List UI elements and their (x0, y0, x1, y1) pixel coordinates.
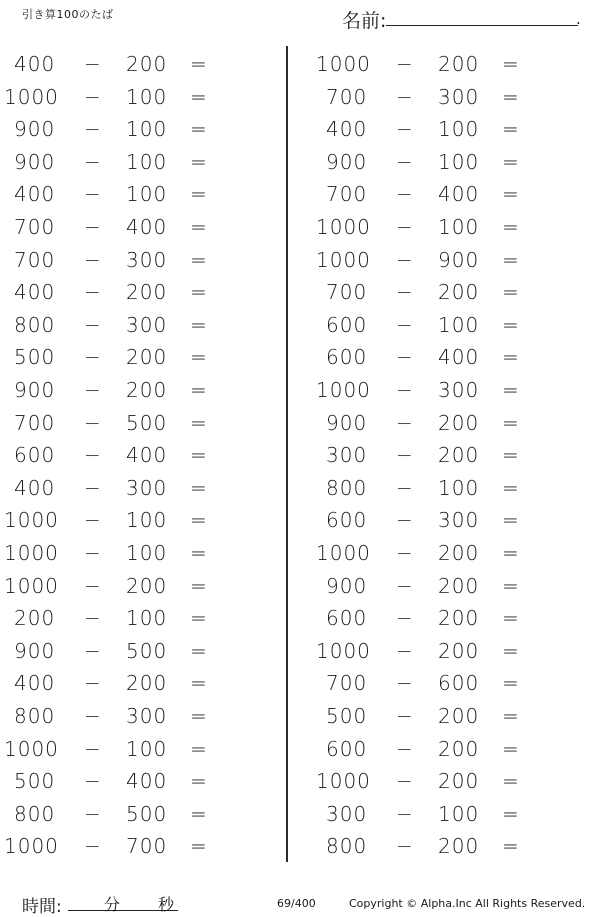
minuend: 500 (326, 704, 368, 728)
problem-row (4, 570, 250, 602)
name-field-end: . (576, 10, 581, 28)
equals-sign: = (502, 834, 520, 859)
minuend: 1000 (316, 638, 371, 663)
subtrahend: 200 (438, 834, 480, 859)
equals-sign: = (190, 149, 208, 174)
minus-sign: − (396, 149, 414, 174)
minuend: 900 (14, 638, 56, 663)
minuend: 1000 (316, 247, 371, 272)
equals-sign: = (190, 508, 208, 533)
equals-sign: = (190, 606, 208, 631)
minus-sign: − (396, 378, 414, 402)
minuend: 700 (326, 280, 368, 305)
equals-sign: = (190, 769, 208, 794)
minuend: 600 (326, 345, 368, 370)
problem-row (322, 830, 562, 862)
equals-sign: = (190, 247, 208, 272)
minus-sign: − (396, 606, 414, 631)
problem-row (10, 211, 250, 243)
minuend: 1000 (316, 769, 371, 794)
minuend: 900 (14, 378, 56, 402)
subtrahend: 300 (126, 704, 168, 728)
equals-sign: = (502, 215, 520, 239)
problem-row (4, 81, 250, 113)
seconds-label: 秒 (158, 895, 175, 914)
name-label: 名前: (342, 10, 387, 32)
minuend: 400 (14, 182, 56, 207)
column-divider (286, 46, 288, 862)
subtrahend: 400 (438, 345, 480, 370)
minus-sign: − (396, 475, 414, 500)
subtrahend: 100 (126, 149, 168, 174)
equals-sign: = (502, 410, 520, 435)
minus-sign: − (84, 182, 102, 207)
equals-sign: = (502, 443, 520, 468)
subtrahend: 100 (438, 215, 480, 239)
problem-row (10, 48, 250, 80)
minus-sign: − (84, 312, 102, 337)
minus-sign: − (396, 52, 414, 76)
minus-sign: − (396, 280, 414, 305)
problem-row (322, 309, 562, 341)
problem-row (10, 798, 250, 830)
minus-sign: − (396, 443, 414, 468)
copyright-notice: Copyright © Alpha.Inc All Rights Reserved. (349, 897, 586, 910)
minuend: 200 (14, 606, 56, 631)
equals-sign: = (190, 671, 208, 696)
subtrahend: 200 (438, 410, 480, 435)
minus-sign: − (84, 704, 102, 728)
equals-sign: = (502, 345, 520, 370)
minus-sign: − (396, 117, 414, 142)
minuend: 300 (326, 443, 368, 468)
equals-sign: = (502, 247, 520, 272)
subtrahend: 200 (438, 638, 480, 663)
minuend: 900 (14, 117, 56, 142)
subtrahend: 200 (438, 606, 480, 631)
minus-sign: − (84, 671, 102, 696)
subtrahend: 200 (438, 704, 480, 728)
problem-row (322, 146, 562, 178)
problem-row (10, 635, 250, 667)
minuend: 900 (326, 410, 368, 435)
subtrahend: 300 (438, 508, 480, 533)
subtrahend: 200 (438, 573, 480, 598)
minuend: 400 (14, 52, 56, 76)
equals-sign: = (502, 541, 520, 565)
minus-sign: − (396, 410, 414, 435)
equals-sign: = (190, 704, 208, 728)
minus-sign: − (84, 345, 102, 370)
minuend: 1000 (4, 84, 59, 109)
equals-sign: = (190, 182, 208, 207)
equals-sign: = (190, 573, 208, 598)
subtrahend: 200 (438, 280, 480, 305)
subtrahend: 200 (126, 52, 168, 76)
subtrahend: 900 (438, 247, 480, 272)
minus-sign: − (84, 280, 102, 305)
equals-sign: = (502, 312, 520, 337)
subtrahend: 200 (126, 345, 168, 370)
problem-row (316, 537, 562, 569)
minuend: 800 (14, 801, 56, 826)
subtrahend: 100 (438, 801, 480, 826)
minuend: 700 (326, 671, 368, 696)
problem-row (316, 374, 562, 406)
problem-row (322, 472, 562, 504)
subtrahend: 100 (126, 117, 168, 142)
problem-row (10, 178, 250, 210)
minus-sign: − (84, 508, 102, 533)
minus-sign: − (396, 247, 414, 272)
minus-sign: − (396, 345, 414, 370)
problem-row (322, 602, 562, 634)
problem-row (316, 635, 562, 667)
equals-sign: = (502, 149, 520, 174)
subtrahend: 200 (438, 769, 480, 794)
equals-sign: = (502, 182, 520, 207)
minus-sign: − (396, 801, 414, 826)
minuend: 400 (14, 475, 56, 500)
subtrahend: 200 (438, 443, 480, 468)
problem-row (10, 146, 250, 178)
minus-sign: − (396, 638, 414, 663)
equals-sign: = (502, 769, 520, 794)
minuend: 1000 (4, 736, 59, 761)
minuend: 400 (14, 671, 56, 696)
minuend: 500 (14, 345, 56, 370)
minuend: 700 (14, 215, 56, 239)
minuend: 600 (14, 443, 56, 468)
problem-row (10, 309, 250, 341)
minuend: 900 (326, 149, 368, 174)
equals-sign: = (502, 736, 520, 761)
minuend: 600 (326, 606, 368, 631)
problem-row (322, 407, 562, 439)
subtrahend: 100 (438, 475, 480, 500)
minuend: 700 (326, 84, 368, 109)
problem-row (322, 570, 562, 602)
minus-sign: − (396, 573, 414, 598)
minuend: 400 (14, 280, 56, 305)
equals-sign: = (502, 801, 520, 826)
subtrahend: 200 (126, 671, 168, 696)
problem-row (322, 798, 562, 830)
minuend: 600 (326, 508, 368, 533)
problem-row (316, 48, 562, 80)
minus-sign: − (84, 215, 102, 239)
problem-row (322, 113, 562, 145)
equals-sign: = (190, 541, 208, 565)
minus-sign: − (396, 671, 414, 696)
problem-row (322, 667, 562, 699)
minus-sign: − (84, 573, 102, 598)
minuend: 400 (326, 117, 368, 142)
problem-row (4, 504, 250, 536)
subtrahend: 200 (438, 52, 480, 76)
problem-row (10, 374, 250, 406)
minus-sign: − (84, 247, 102, 272)
problem-row (322, 276, 562, 308)
problem-row (10, 667, 250, 699)
equals-sign: = (502, 280, 520, 305)
minuend: 600 (326, 312, 368, 337)
minus-sign: − (396, 215, 414, 239)
equals-sign: = (190, 638, 208, 663)
subtrahend: 600 (438, 671, 480, 696)
minus-sign: − (84, 769, 102, 794)
subtrahend: 500 (126, 638, 168, 663)
problem-row (322, 81, 562, 113)
minutes-label: 分 (104, 895, 121, 914)
subtrahend: 300 (126, 312, 168, 337)
minus-sign: − (396, 834, 414, 859)
subtrahend: 100 (438, 117, 480, 142)
subtrahend: 100 (438, 149, 480, 174)
equals-sign: = (190, 215, 208, 239)
equals-sign: = (502, 84, 520, 109)
problem-row (4, 537, 250, 569)
equals-sign: = (190, 312, 208, 337)
subtrahend: 400 (438, 182, 480, 207)
problem-row (316, 765, 562, 797)
minus-sign: − (84, 606, 102, 631)
page-counter: 69/400 (277, 897, 316, 910)
minus-sign: − (84, 834, 102, 859)
minuend: 800 (14, 704, 56, 728)
problem-row (10, 765, 250, 797)
subtrahend: 500 (126, 410, 168, 435)
subtrahend: 200 (126, 378, 168, 402)
problem-row (4, 830, 250, 862)
minuend: 300 (326, 801, 368, 826)
equals-sign: = (190, 378, 208, 402)
minus-sign: − (84, 378, 102, 402)
subtrahend: 500 (126, 801, 168, 826)
subtrahend: 100 (126, 84, 168, 109)
minus-sign: − (396, 769, 414, 794)
minus-sign: − (84, 443, 102, 468)
problem-row (322, 733, 562, 765)
equals-sign: = (190, 410, 208, 435)
subtrahend: 200 (126, 280, 168, 305)
equals-sign: = (502, 638, 520, 663)
equals-sign: = (502, 475, 520, 500)
minus-sign: − (84, 117, 102, 142)
minus-sign: − (84, 52, 102, 76)
subtrahend: 400 (126, 769, 168, 794)
minuend: 1000 (316, 541, 371, 565)
equals-sign: = (190, 443, 208, 468)
minus-sign: − (396, 704, 414, 728)
minus-sign: − (84, 84, 102, 109)
minus-sign: − (396, 182, 414, 207)
equals-sign: = (502, 573, 520, 598)
minus-sign: − (84, 736, 102, 761)
subtrahend: 100 (126, 541, 168, 565)
equals-sign: = (190, 84, 208, 109)
problem-row (322, 341, 562, 373)
subtrahend: 200 (438, 541, 480, 565)
subtrahend: 100 (126, 736, 168, 761)
minuend: 700 (326, 182, 368, 207)
equals-sign: = (190, 345, 208, 370)
minus-sign: − (84, 149, 102, 174)
minuend: 800 (14, 312, 56, 337)
problem-row (10, 244, 250, 276)
subtrahend: 400 (126, 215, 168, 239)
subtrahend: 300 (438, 378, 480, 402)
name-field-line[interactable] (386, 25, 578, 26)
minuend: 600 (326, 736, 368, 761)
minus-sign: − (396, 84, 414, 109)
minus-sign: − (84, 541, 102, 565)
problem-row (10, 472, 250, 504)
minuend: 700 (14, 410, 56, 435)
minuend: 500 (14, 769, 56, 794)
minuend: 1000 (4, 541, 59, 565)
subtrahend: 200 (438, 736, 480, 761)
problem-row (322, 700, 562, 732)
subtrahend: 200 (126, 573, 168, 598)
minus-sign: − (396, 312, 414, 337)
problem-row (4, 733, 250, 765)
subtrahend: 400 (126, 443, 168, 468)
problem-row (10, 113, 250, 145)
equals-sign: = (190, 801, 208, 826)
equals-sign: = (502, 378, 520, 402)
equals-sign: = (190, 117, 208, 142)
minus-sign: − (84, 410, 102, 435)
subtrahend: 300 (126, 475, 168, 500)
problem-row (322, 439, 562, 471)
minuend: 1000 (4, 508, 59, 533)
minuend: 1000 (4, 573, 59, 598)
problem-row (10, 602, 250, 634)
equals-sign: = (502, 671, 520, 696)
equals-sign: = (190, 834, 208, 859)
minuend: 900 (326, 573, 368, 598)
minus-sign: − (84, 475, 102, 500)
minus-sign: − (396, 736, 414, 761)
equals-sign: = (190, 52, 208, 76)
subtrahend: 700 (126, 834, 168, 859)
minuend: 700 (14, 247, 56, 272)
equals-sign: = (190, 736, 208, 761)
subtrahend: 100 (438, 312, 480, 337)
worksheet-title: 引き算100のたば (22, 8, 114, 21)
minuend: 1000 (316, 215, 371, 239)
subtrahend: 300 (438, 84, 480, 109)
minuend: 900 (14, 149, 56, 174)
minus-sign: − (84, 638, 102, 663)
subtrahend: 100 (126, 606, 168, 631)
problem-row (316, 211, 562, 243)
problem-row (322, 504, 562, 536)
equals-sign: = (190, 280, 208, 305)
minus-sign: − (396, 508, 414, 533)
equals-sign: = (502, 52, 520, 76)
minuend: 800 (326, 475, 368, 500)
problem-row (316, 244, 562, 276)
minuend: 1000 (4, 834, 59, 859)
time-label: 時間: (22, 897, 62, 917)
subtrahend: 100 (126, 182, 168, 207)
problem-row (10, 407, 250, 439)
problem-row (10, 439, 250, 471)
problem-row (322, 178, 562, 210)
equals-sign: = (190, 475, 208, 500)
minus-sign: − (396, 541, 414, 565)
problem-row (10, 700, 250, 732)
equals-sign: = (502, 606, 520, 631)
subtrahend: 100 (126, 508, 168, 533)
subtrahend: 300 (126, 247, 168, 272)
minuend: 1000 (316, 52, 371, 76)
equals-sign: = (502, 117, 520, 142)
minuend: 800 (326, 834, 368, 859)
problem-row (10, 276, 250, 308)
problem-row (10, 341, 250, 373)
minus-sign: − (84, 801, 102, 826)
equals-sign: = (502, 508, 520, 533)
minuend: 1000 (316, 378, 371, 402)
equals-sign: = (502, 704, 520, 728)
